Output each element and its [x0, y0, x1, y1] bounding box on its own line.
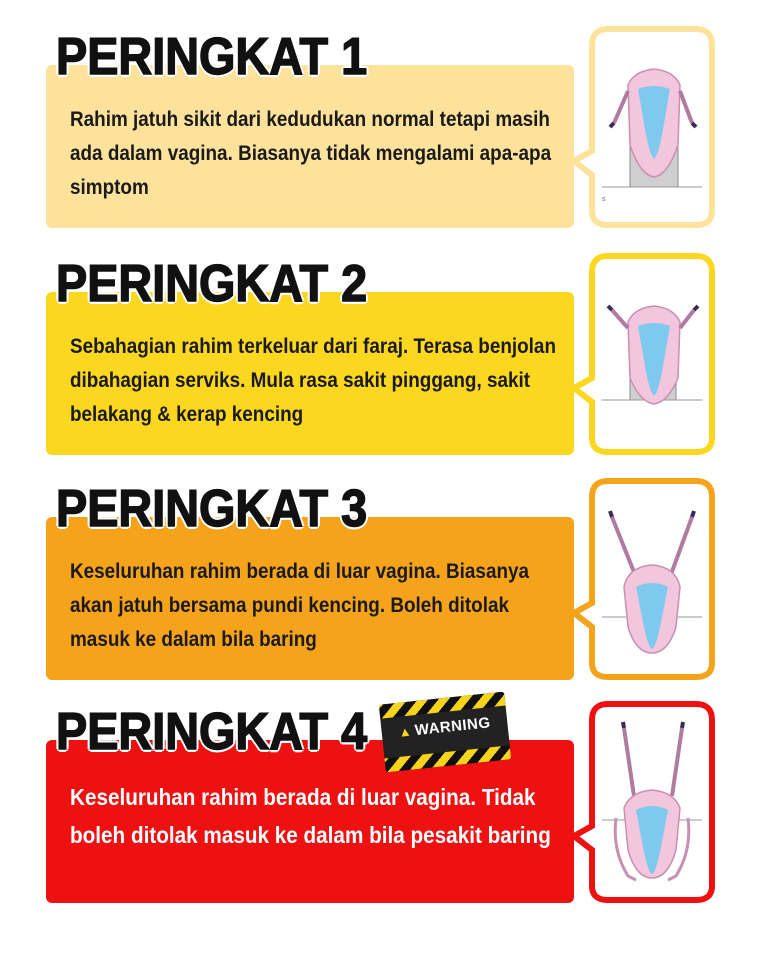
- stage-4-description: Keseluruhan rahim berada di luar vagina. Tidak boleh ditolak masuk ke dalam bila pesakit baring: [70, 784, 551, 848]
- stage-2-description: Sebahagian rahim terkeluar dari faraj. Terasa benjolan dibahagian serviks. Mula rasa sakit pinggang, sakit belakang & kerap kencing: [70, 335, 556, 426]
- stage-1-illustration: [588, 25, 716, 229]
- small-mark-label: s: [602, 196, 606, 203]
- uterus-stage-3-icon: [588, 477, 716, 681]
- stage-3-illustration: [588, 477, 716, 681]
- stage-3-title: PERINGKAT 3: [56, 480, 368, 538]
- stage-1-text-box: [46, 65, 574, 228]
- stage-2-title: PERINGKAT 2: [56, 255, 368, 313]
- warning-label: WARNING: [413, 714, 492, 740]
- stage-3-description: Keseluruhan rahim berada di luar vagina. Biasanya akan jatuh bersama pundi kencing. Boleh ditolak masuk ke dalam bila baring: [70, 560, 530, 651]
- stage-1-panel: [36, 25, 714, 235]
- stage-1-title: PERINGKAT 1: [56, 28, 368, 86]
- uterus-stage-4-icon: [588, 700, 716, 904]
- uterus-stage-2-icon: [588, 252, 716, 456]
- stage-2-panel: [36, 252, 714, 462]
- stage-3-text-box: [46, 517, 574, 680]
- stage-1-description: Rahim jatuh sikit dari kedudukan normal tetapi masih ada dalam vagina. Biasanya tidak mengalami apa-apa simptom: [70, 108, 552, 199]
- stage-4-title: PERINGKAT 4: [56, 703, 368, 761]
- stage-3-panel: [36, 477, 714, 687]
- warning-badge: [379, 692, 511, 773]
- stage-2-text-box: [46, 292, 574, 455]
- stage-2-illustration: [588, 252, 716, 456]
- warning-label-row: [381, 712, 508, 742]
- stage-4-panel: [36, 700, 714, 910]
- uterus-stage-1-icon: [588, 25, 716, 229]
- stage-4-illustration: [588, 700, 716, 904]
- warning-triangle-icon: ▲: [397, 723, 413, 740]
- stage-4-text-box: [46, 740, 574, 903]
